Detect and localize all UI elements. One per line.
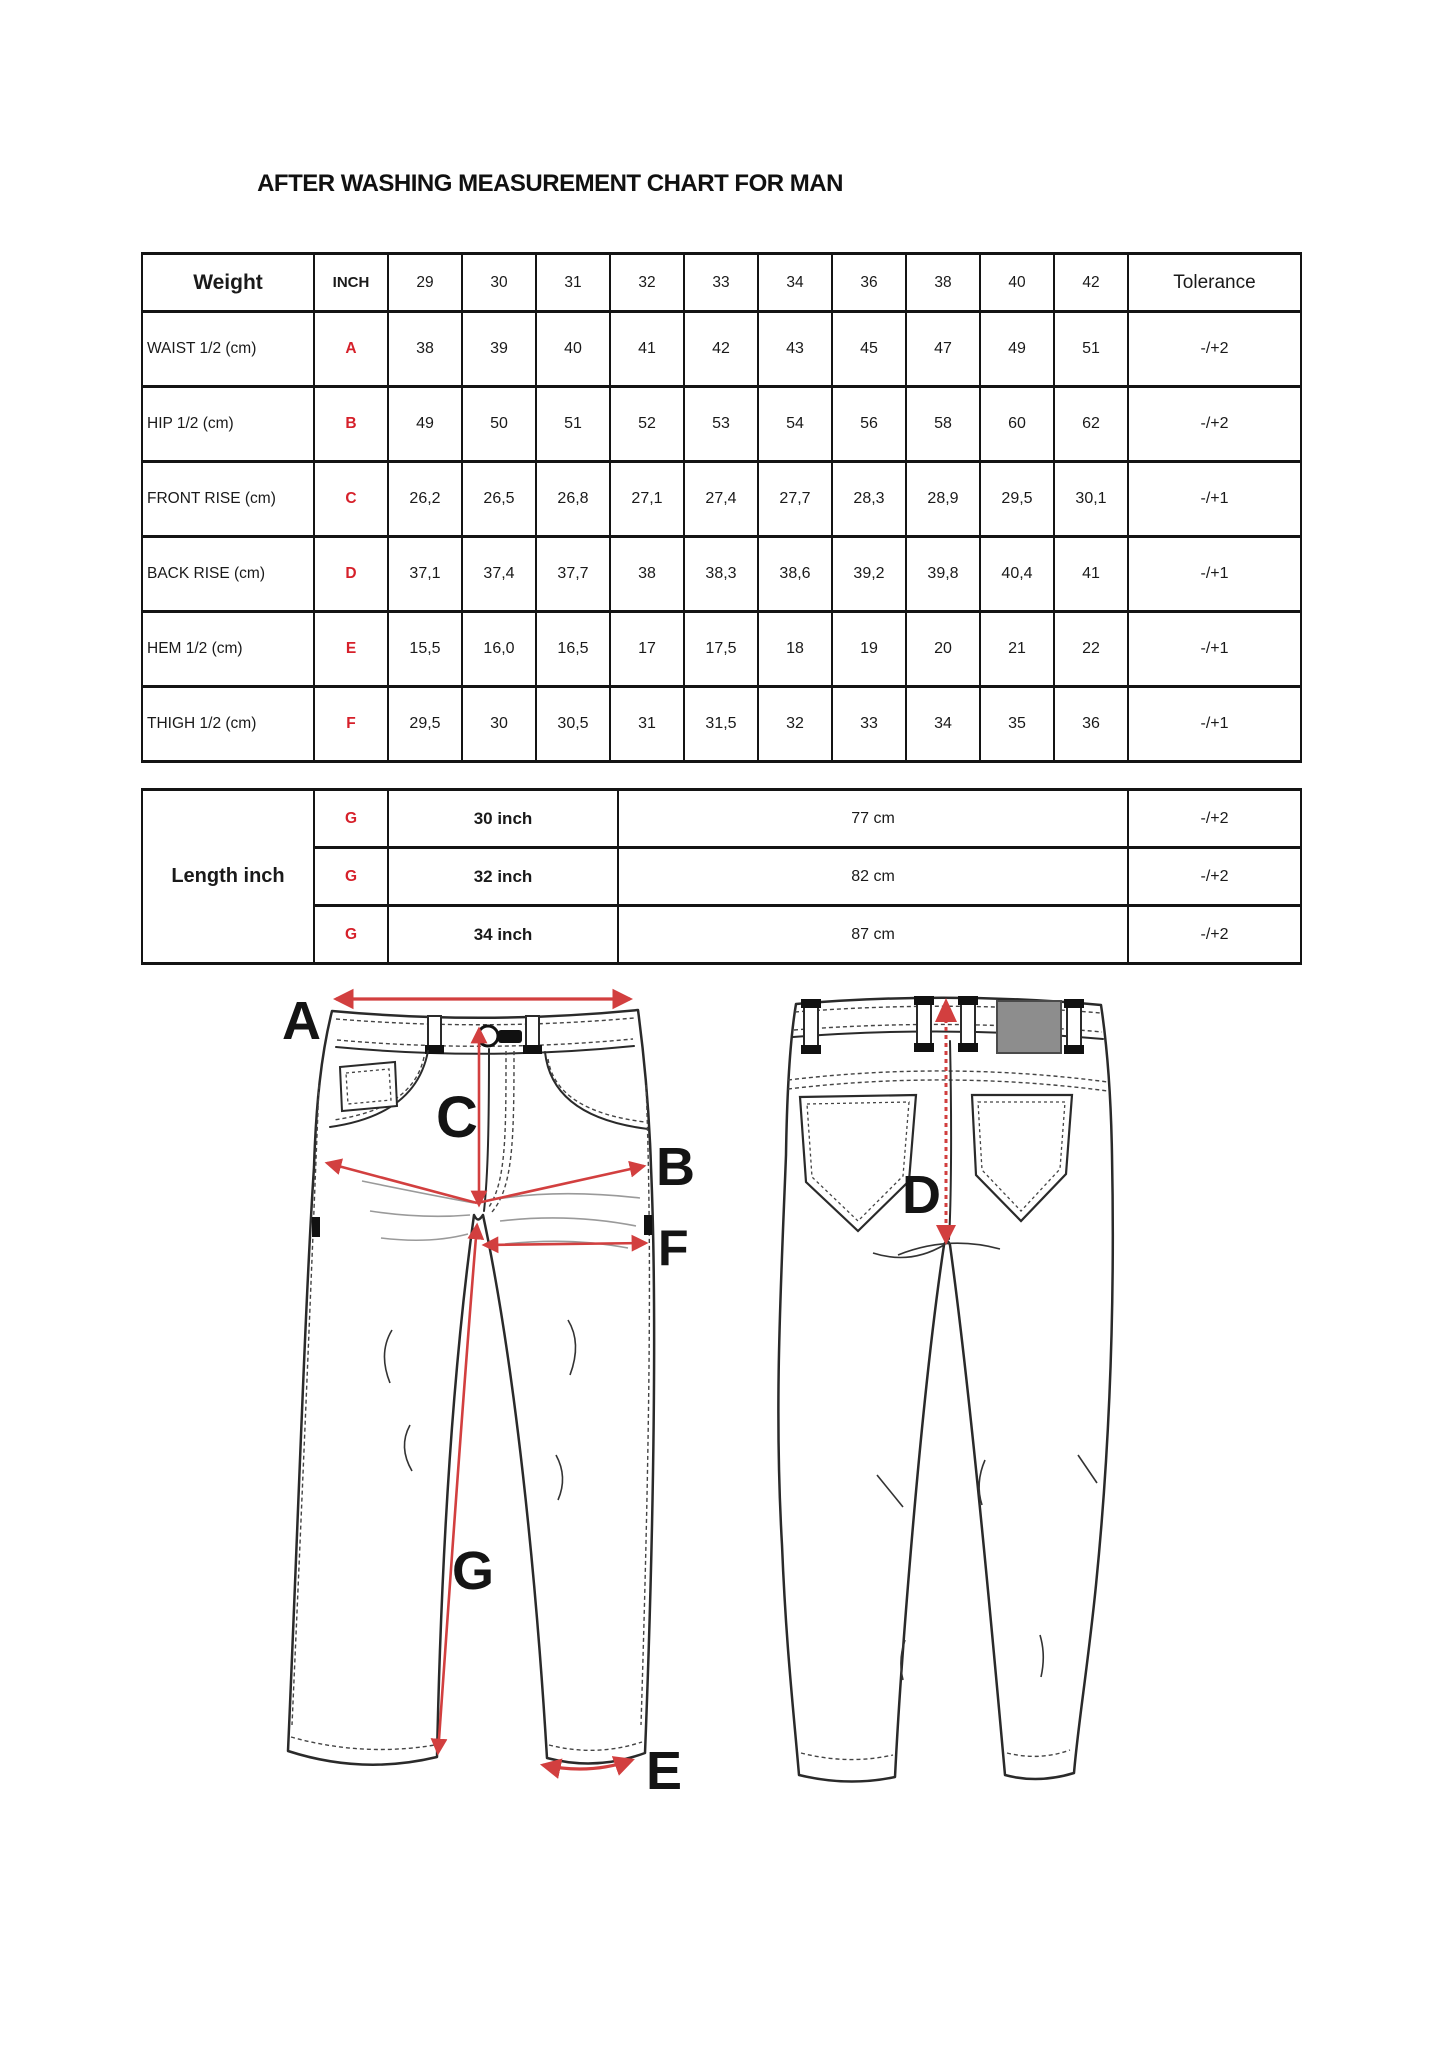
tolerance-cell: -/+1: [1128, 537, 1301, 612]
table-row-back-rise: [142, 537, 1301, 612]
row-label: WAIST 1/2 (cm): [142, 312, 314, 387]
letter-cell: G: [314, 848, 388, 906]
value-cell: 37,7: [536, 537, 610, 612]
value-cell: 49: [388, 387, 462, 462]
header-inch: INCH: [314, 254, 388, 312]
back-belt-loop: [961, 999, 975, 1049]
letter-cell: C: [314, 462, 388, 537]
length-row-32: [142, 848, 1301, 906]
length-row-30: [142, 790, 1301, 848]
letter-cell: G: [314, 790, 388, 848]
length-cm-cell: 82 cm: [618, 848, 1128, 906]
value-cell: 30,5: [536, 687, 610, 762]
label-d: D: [902, 1165, 941, 1225]
value-cell: 15,5: [388, 612, 462, 687]
value-cell: 62: [1054, 387, 1128, 462]
header-size: 30: [462, 254, 536, 312]
value-cell: 38,6: [758, 537, 832, 612]
tolerance-cell: -/+2: [1128, 848, 1301, 906]
value-cell: 47: [906, 312, 980, 387]
label-c: C: [436, 1085, 478, 1150]
value-cell: 20: [906, 612, 980, 687]
front-belt-loop-tack: [523, 1045, 542, 1054]
label-b: B: [656, 1137, 695, 1197]
value-cell: 42: [684, 312, 758, 387]
front-belt-loop: [526, 1016, 539, 1050]
front-belt-loop: [428, 1016, 441, 1050]
value-cell: 22: [1054, 612, 1128, 687]
value-cell: 35: [980, 687, 1054, 762]
back-belt-loop-tack: [1064, 1045, 1084, 1054]
front-side-bartack-left: [312, 1217, 320, 1237]
value-cell: 30: [462, 687, 536, 762]
value-cell: 56: [832, 387, 906, 462]
header-size: 31: [536, 254, 610, 312]
header-size: 32: [610, 254, 684, 312]
header-size: 29: [388, 254, 462, 312]
value-cell: 51: [1054, 312, 1128, 387]
label-a: A: [282, 991, 321, 1051]
value-cell: 43: [758, 312, 832, 387]
tolerance-cell: -/+2: [1128, 790, 1301, 848]
value-cell: 52: [610, 387, 684, 462]
length-merged-label: Length inch: [142, 790, 314, 964]
front-button-tab: [498, 1030, 522, 1043]
value-cell: 39: [462, 312, 536, 387]
page-title: AFTER WASHING MEASUREMENT CHART FOR MAN: [257, 170, 843, 197]
value-cell: 41: [1054, 537, 1128, 612]
back-belt-loop-tack: [1064, 999, 1084, 1008]
letter-cell: E: [314, 612, 388, 687]
value-cell: 51: [536, 387, 610, 462]
row-label: THIGH 1/2 (cm): [142, 687, 314, 762]
table-row-thigh: [142, 687, 1301, 762]
letter-cell: B: [314, 387, 388, 462]
size-table-header-row: [142, 254, 1301, 312]
value-cell: 17,5: [684, 612, 758, 687]
size-table: [141, 252, 1302, 763]
value-cell: 53: [684, 387, 758, 462]
tolerance-cell: -/+1: [1128, 612, 1301, 687]
back-belt-loop-tack: [914, 1043, 934, 1052]
length-inch-cell: 34 inch: [388, 906, 618, 964]
tolerance-cell: -/+1: [1128, 687, 1301, 762]
value-cell: 32: [758, 687, 832, 762]
value-cell: 27,1: [610, 462, 684, 537]
label-e: E: [646, 1741, 683, 1801]
value-cell: 38,3: [684, 537, 758, 612]
header-size: 40: [980, 254, 1054, 312]
back-belt-loop-tack: [801, 999, 821, 1008]
length-inch-cell: 30 inch: [388, 790, 618, 848]
value-cell: 45: [832, 312, 906, 387]
tolerance-cell: -/+1: [1128, 462, 1301, 537]
value-cell: 37,1: [388, 537, 462, 612]
back-belt-loop-tack: [958, 996, 978, 1005]
header-size: 33: [684, 254, 758, 312]
value-cell: 28,9: [906, 462, 980, 537]
value-cell: 16,0: [462, 612, 536, 687]
back-belt-loop-tack: [801, 1045, 821, 1054]
back-belt-loop: [917, 999, 931, 1049]
label-g: G: [452, 1541, 495, 1601]
value-cell: 28,3: [832, 462, 906, 537]
row-label: FRONT RISE (cm): [142, 462, 314, 537]
value-cell: 38: [388, 312, 462, 387]
value-cell: 26,5: [462, 462, 536, 537]
length-table: [141, 788, 1302, 965]
table-row-waist: [142, 312, 1301, 387]
value-cell: 49: [980, 312, 1054, 387]
value-cell: 26,8: [536, 462, 610, 537]
table-row-front-rise: [142, 462, 1301, 537]
value-cell: 29,5: [980, 462, 1054, 537]
value-cell: 31: [610, 687, 684, 762]
value-cell: 37,4: [462, 537, 536, 612]
front-side-bartack-right: [644, 1215, 652, 1235]
header-tolerance: Tolerance: [1128, 254, 1301, 312]
back-belt-loop: [804, 1003, 818, 1051]
value-cell: 31,5: [684, 687, 758, 762]
value-cell: 16,5: [536, 612, 610, 687]
value-cell: 29,5: [388, 687, 462, 762]
front-button-icon: [478, 1026, 498, 1046]
back-belt-loop-tack: [958, 1043, 978, 1052]
header-weight: Weight: [142, 254, 314, 312]
length-inch-cell: 32 inch: [388, 848, 618, 906]
jeans-diagram: [0, 985, 1445, 1855]
length-row-34: [142, 906, 1301, 964]
header-size: 42: [1054, 254, 1128, 312]
value-cell: 18: [758, 612, 832, 687]
value-cell: 27,4: [684, 462, 758, 537]
value-cell: 50: [462, 387, 536, 462]
length-cm-cell: 87 cm: [618, 906, 1128, 964]
length-cm-cell: 77 cm: [618, 790, 1128, 848]
value-cell: 39,2: [832, 537, 906, 612]
value-cell: 30,1: [1054, 462, 1128, 537]
letter-cell: G: [314, 906, 388, 964]
tolerance-cell: -/+2: [1128, 312, 1301, 387]
value-cell: 38: [610, 537, 684, 612]
value-cell: 54: [758, 387, 832, 462]
value-cell: 27,7: [758, 462, 832, 537]
value-cell: 39,8: [906, 537, 980, 612]
back-belt-loop: [1067, 1003, 1081, 1051]
value-cell: 21: [980, 612, 1054, 687]
value-cell: 19: [832, 612, 906, 687]
header-size: 36: [832, 254, 906, 312]
jeans-front-view: [282, 991, 695, 1801]
value-cell: 26,2: [388, 462, 462, 537]
header-size: 34: [758, 254, 832, 312]
value-cell: 36: [1054, 687, 1128, 762]
value-cell: 41: [610, 312, 684, 387]
value-cell: 17: [610, 612, 684, 687]
row-label: BACK RISE (cm): [142, 537, 314, 612]
back-label-patch: [997, 1001, 1061, 1053]
row-label: HIP 1/2 (cm): [142, 387, 314, 462]
label-f: F: [658, 1220, 689, 1276]
value-cell: 40: [536, 312, 610, 387]
table-row-hip: [142, 387, 1301, 462]
jeans-back-view: [778, 996, 1112, 1782]
table-row-hem: [142, 612, 1301, 687]
value-cell: 40,4: [980, 537, 1054, 612]
value-cell: 34: [906, 687, 980, 762]
back-belt-loop-tack: [914, 996, 934, 1005]
letter-cell: D: [314, 537, 388, 612]
tolerance-cell: -/+2: [1128, 387, 1301, 462]
header-size: 38: [906, 254, 980, 312]
row-label: HEM 1/2 (cm): [142, 612, 314, 687]
letter-cell: F: [314, 687, 388, 762]
letter-cell: A: [314, 312, 388, 387]
value-cell: 58: [906, 387, 980, 462]
value-cell: 33: [832, 687, 906, 762]
tolerance-cell: -/+2: [1128, 906, 1301, 964]
value-cell: 60: [980, 387, 1054, 462]
